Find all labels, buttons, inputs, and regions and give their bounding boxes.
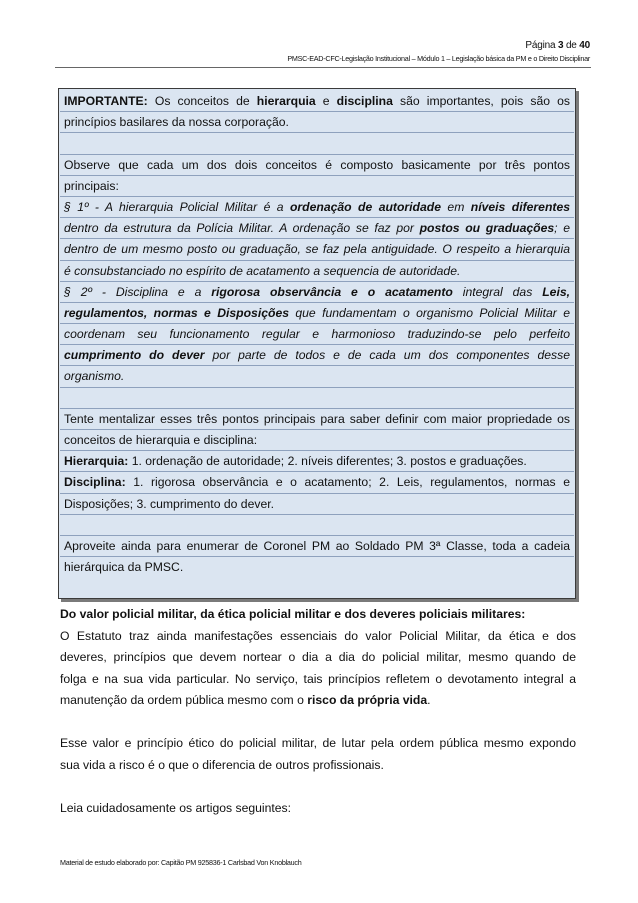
box-line: é consubstanciado no espírito de acatamento a sequencia de autoridade.	[60, 261, 574, 282]
page-current: 3	[557, 40, 564, 51]
section-heading: Do valor policial militar, da ética policial militar e dos deveres policiais militares:	[60, 607, 526, 621]
page-number	[525, 40, 590, 51]
body-line: O Estatuto traz ainda manifestações essenciais do valor Policial Militar, da ética e dos	[60, 628, 576, 643]
box-line: organismo.	[60, 366, 574, 387]
box-line: § 2º - Disciplina e a rigorosa observância e o acatamento integral das Leis,	[60, 282, 574, 303]
box-line: principais:	[60, 176, 574, 197]
header-rule	[55, 67, 591, 68]
box-line: Aproveite ainda para enumerar de Coronel PM ao Soldado PM 3ª Classe, toda a cadeia	[60, 536, 574, 557]
page-total: 40	[579, 40, 590, 51]
box-line: hierárquica da PMSC.	[64, 560, 184, 575]
box-line: Disciplina: 1. rigorosa observância e o acatamento; 2. Leis, regulamentos, normas e	[60, 472, 574, 493]
page-label: Página	[525, 40, 556, 51]
body-line: sua vida a risco é o que o diferencia de outros profissionais.	[60, 757, 384, 772]
body-line: deveres, princípios que devem nortear o dia a dia do policial militar, mesmo quando de	[60, 650, 576, 664]
box-line: Hierarquia: 1. ordenação de autoridade; 2. níveis diferentes; 3. postos e graduações.	[60, 451, 574, 472]
box-line: Tente mentalizar esses três pontos principais para saber definir com maior propriedade os	[60, 409, 574, 430]
important-box	[58, 88, 576, 599]
box-line: cumprimento do dever por parte de todos e de cada um dos componentes desse	[60, 345, 574, 366]
box-line: Disposições; 3. cumprimento do dever.	[60, 494, 574, 515]
box-line-empty	[60, 133, 574, 154]
box-line: § 1º - A hierarquia Policial Militar é a ordenação de autoridade em níveis diferentes	[60, 197, 574, 218]
body-line: Leia cuidadosamente os artigos seguintes:	[60, 800, 292, 815]
body-line: folga e na sua vida particular. No serviço, tais princípios refletem o devotamento integral a	[60, 671, 576, 686]
body-line-empty	[60, 776, 576, 798]
body-line: manutenção da ordem pública mesmo com o risco da própria vida.	[60, 693, 431, 707]
important-box-lines	[60, 91, 574, 578]
box-line: conceitos de hierarquia e disciplina:	[60, 430, 574, 451]
header-subtitle: PMSC-EAD-CFC-Legislação Institucional – Módulo 1 – Legislação básica da PM e o Direito Disciplinar	[287, 54, 590, 63]
body-line: Esse valor e princípio ético do policial militar, de lutar pela ordem pública mesmo expondo	[60, 736, 576, 750]
box-line-empty	[60, 515, 574, 536]
body-text	[60, 604, 576, 819]
box-line: Observe que cada um dos dois conceitos é composto basicamente por três pontos	[60, 155, 574, 176]
box-line: coordenam seu funcionamento regular e harmonioso traduzindo-se pelo perfeito	[60, 324, 574, 345]
footer-credit: Material de estudo elaborado por: Capitão PM 925836-1 Carlsbad Von Knoblauch	[60, 858, 302, 867]
box-line: dentro da estrutura da Polícia Militar. A ordenação se faz por postos ou graduações; e	[60, 218, 574, 239]
page-of: de	[565, 40, 577, 51]
box-line: IMPORTANTE: Os conceitos de hierarquia e disciplina são importantes, pois são os	[60, 91, 574, 112]
box-line-empty	[60, 388, 574, 409]
box-line: princípios basilares da nossa corporação.	[60, 112, 574, 133]
box-line: dentro de um mesmo posto ou graduação, se faz pela antiguidade. O respeito a hierarquia	[60, 239, 574, 260]
box-line: regulamentos, normas e Disposições que fundamentam o organismo Policial Militar e	[60, 303, 574, 324]
body-line-empty	[60, 712, 576, 734]
